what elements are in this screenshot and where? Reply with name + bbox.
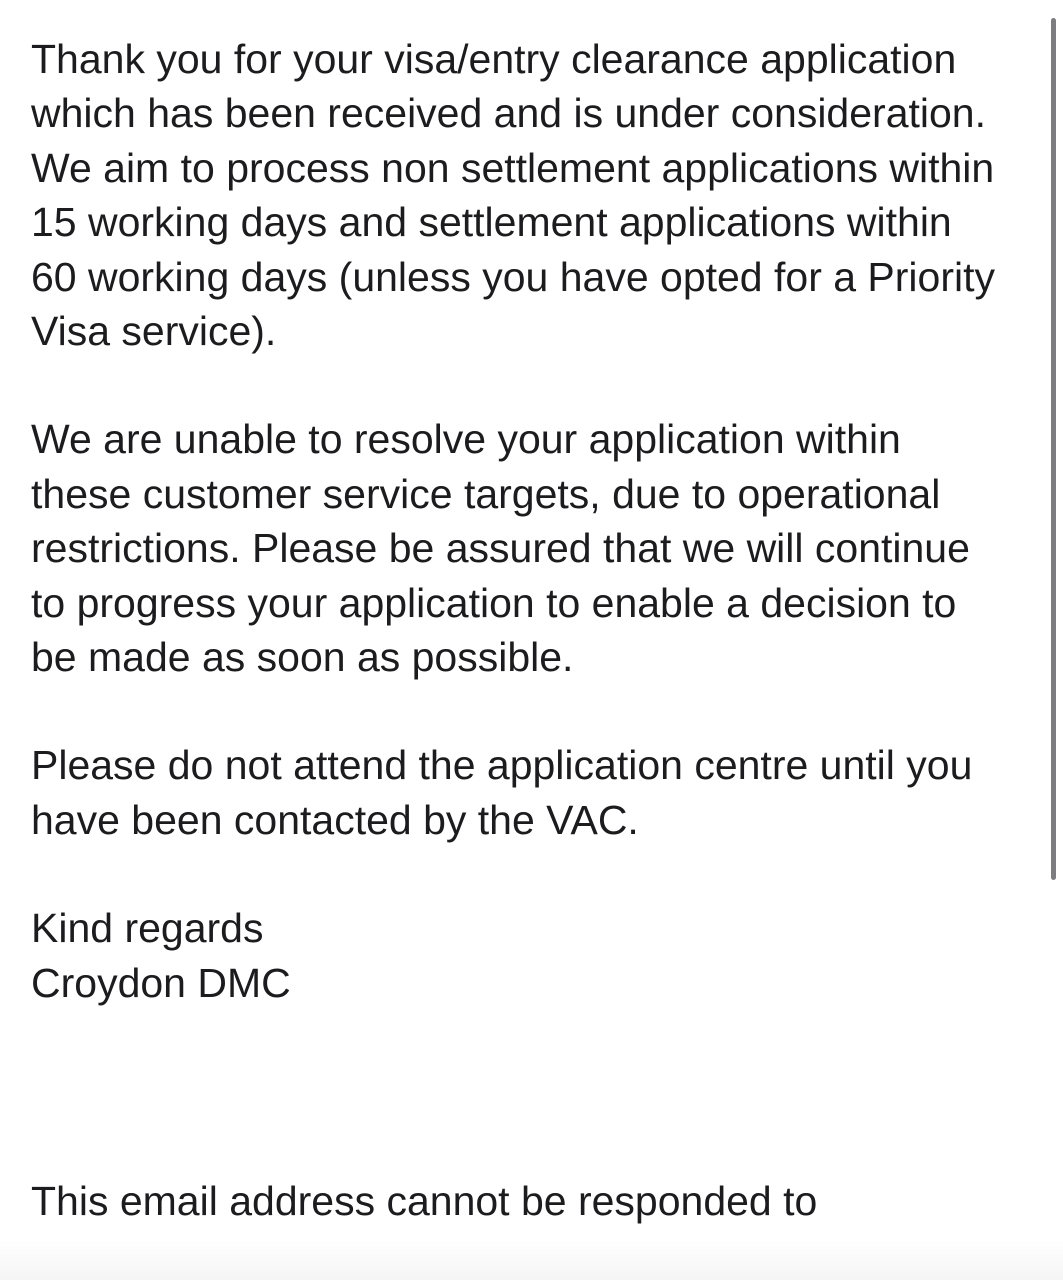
text-line: restrictions. Please be assured that we will continue [31, 525, 970, 572]
text-line: Visa service). [31, 308, 277, 355]
vertical-scrollbar[interactable] [1051, 18, 1056, 880]
text-line: 15 working days and settlement applications within [31, 199, 952, 246]
paragraph-delay-notice [31, 412, 1041, 684]
signoff-closing: Kind regards [31, 905, 264, 952]
footer-no-reply-note: This email address cannot be responded to [31, 1178, 818, 1224]
paragraph-application-received [31, 32, 1041, 358]
text-line: be made as soon as possible. [31, 634, 574, 681]
paragraph-do-not-attend [31, 738, 1041, 847]
text-line: to progress your application to enable a decision to [31, 579, 957, 626]
text-line: 60 working days (unless you have opted for a Priority [31, 253, 996, 300]
text-line: which has been received and is under consideration. [31, 90, 986, 137]
text-line: Thank you for your visa/entry clearance application [31, 36, 957, 82]
text-line: have been contacted by the VAC. [31, 796, 639, 843]
text-line: Please do not attend the application centre until you [31, 742, 973, 789]
text-line: We aim to process non settlement applications within [31, 144, 995, 191]
text-line: these customer service targets, due to operational [31, 470, 941, 517]
text-line: We are unable to resolve your application within [31, 416, 901, 463]
email-body [31, 32, 1041, 1010]
email-signoff [31, 901, 1041, 1010]
bottom-fade [0, 1240, 1063, 1280]
signoff-sender: Croydon DMC [31, 959, 291, 1006]
